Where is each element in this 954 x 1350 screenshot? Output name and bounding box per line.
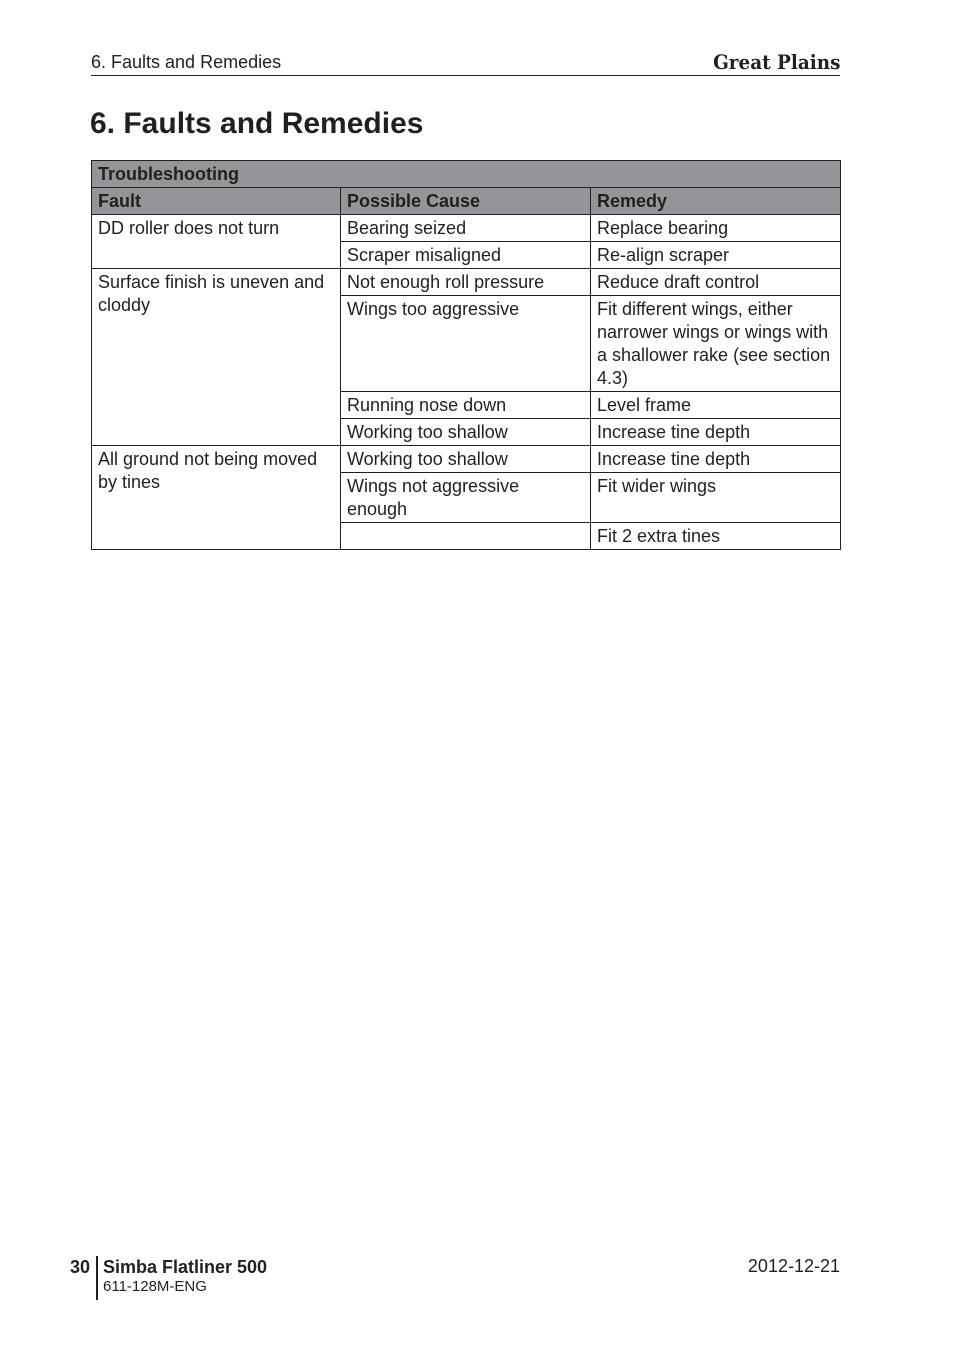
cause-cell: Wings too aggressive (341, 296, 591, 392)
page-number: 30 (70, 1257, 91, 1277)
fault-cell: DD roller does not turn (92, 215, 341, 269)
column-header-remedy: Remedy (591, 188, 841, 215)
table-row (92, 446, 841, 473)
table-title: Troubleshooting (92, 161, 841, 188)
table-row (92, 269, 841, 296)
cause-cell: Not enough roll pressure (341, 269, 591, 296)
table-title-row (92, 161, 841, 188)
remedy-cell: Fit 2 extra tines (591, 523, 841, 550)
remedy-cell: Reduce draft control (591, 269, 841, 296)
remedy-cell: Increase tine depth (591, 446, 841, 473)
fault-cell: Surface finish is uneven and cloddy (92, 269, 341, 446)
cause-cell: Running nose down (341, 392, 591, 419)
remedy-cell: Level frame (591, 392, 841, 419)
cause-cell (341, 523, 591, 550)
running-header (91, 50, 840, 76)
column-header-possible-cause: Possible Cause (341, 188, 591, 215)
remedy-cell: Fit different wings, either narrower wings or wings with a shallower rake (see section 4.3) (591, 296, 841, 392)
cause-cell: Working too shallow (341, 419, 591, 446)
column-header-fault: Fault (92, 188, 341, 215)
brand-logo: Great Plains (712, 50, 840, 74)
troubleshooting-table (91, 160, 841, 550)
cause-cell: Wings not aggressive enough (341, 473, 591, 523)
page-title: 6. Faults and Remedies (90, 107, 424, 140)
cause-cell: Working too shallow (341, 446, 591, 473)
header-section-title: 6. Faults and Remedies (91, 52, 282, 72)
fault-cell: All ground not being moved by tines (92, 446, 341, 550)
remedy-cell: Replace bearing (591, 215, 841, 242)
footer-date: 2012-12-21 (747, 1256, 840, 1276)
remedy-cell: Re-align scraper (591, 242, 841, 269)
table-row (92, 215, 841, 242)
cause-cell: Bearing seized (341, 215, 591, 242)
cause-cell: Scraper misaligned (341, 242, 591, 269)
footer-divider (96, 1256, 98, 1300)
footer-product-name: Simba Flatliner 500 (103, 1257, 268, 1277)
footer-document-number: 611-128M-ENG (103, 1278, 207, 1295)
remedy-cell: Increase tine depth (591, 419, 841, 446)
table-header-row (92, 188, 841, 215)
remedy-cell: Fit wider wings (591, 473, 841, 523)
